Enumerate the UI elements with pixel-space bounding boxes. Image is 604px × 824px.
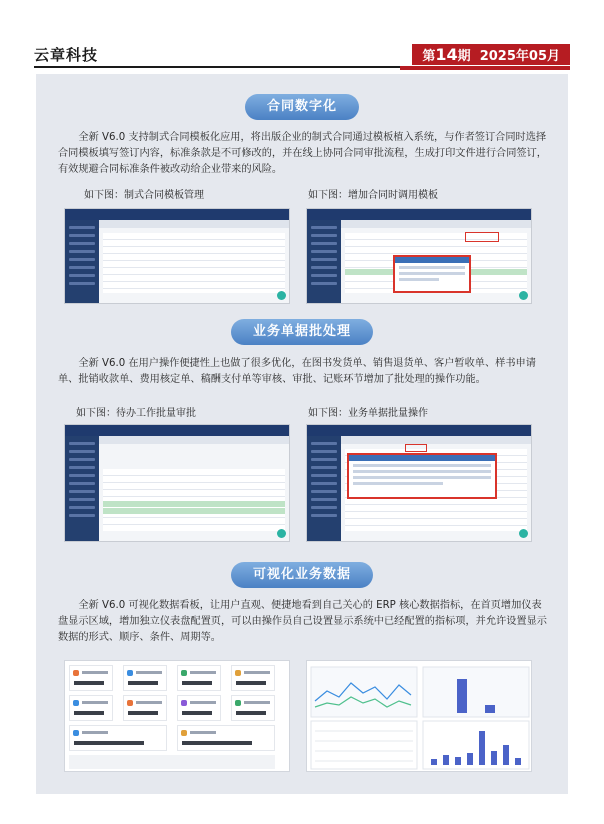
screenshot-contract-add bbox=[306, 208, 532, 304]
page-header bbox=[0, 0, 604, 70]
screenshot-batch-approve bbox=[64, 424, 290, 542]
section-title-visual: 可视化业务数据 bbox=[231, 562, 373, 588]
highlight-frame bbox=[405, 444, 427, 452]
section-body-visual: 全新 V6.0 可视化数据看板，让用户直观、便捷地看到自己关心的 ERP 核心数据指标，在首页增加仪表盘显示区域，增加独立仪表盘配置页，可以由操作员自己设置显示系统中已经配置的指标项，并允许设置显示数据的形式、顺序、条件、周期等。 bbox=[58, 600, 547, 643]
issue-suffix: 期 bbox=[457, 49, 471, 64]
settings-icon bbox=[277, 291, 286, 300]
dashboard-chart-graphic bbox=[307, 661, 532, 772]
template-dialog bbox=[393, 255, 471, 293]
section-body-batch: 全新 V6.0 在用户操作便捷性上也做了很多优化，在图书发货单、销售退货单、客户暂收单、样书申请单、批销收款单、费用核定单、稿酬支付单等审核、审批、记账环节增加了批处理的操作功能。 bbox=[58, 358, 536, 385]
caption-batch-operate: 如下图：业务单据批量操作 bbox=[308, 408, 428, 419]
section-title-contract: 合同数字化 bbox=[245, 94, 359, 120]
content-panel bbox=[36, 74, 568, 794]
section-title-batch: 业务单据批处理 bbox=[231, 319, 373, 345]
caption-contract-add: 如下图：增加合同时调用模板 bbox=[308, 190, 438, 201]
issue-prefix: 第 bbox=[422, 49, 436, 64]
caption-batch-approve: 如下图：待办工作批量审批 bbox=[76, 408, 196, 419]
header-accent-bar bbox=[400, 66, 570, 70]
issue-number: 14 bbox=[435, 45, 458, 64]
settings-icon bbox=[277, 529, 286, 538]
brand-name: 云章科技 bbox=[34, 46, 99, 64]
screenshot-contract-template bbox=[64, 208, 290, 304]
issue-date: 2025年05月 bbox=[479, 49, 560, 64]
settings-icon bbox=[519, 291, 528, 300]
caption-contract-template: 如下图：制式合同模板管理 bbox=[84, 190, 204, 201]
issue-badge bbox=[412, 44, 570, 65]
section-body-contract: 全新 V6.0 支持制式合同模板化应用，将出版企业的制式合同通过模板植入系统，与作者签订合同时选择合同模板填写签订内容，标准条款是不可修改的，并在线上协同合同审批流程，生成打印文件进行合同签订，有效规避合同标准条件被改动给企业带来的风险。 bbox=[58, 132, 547, 175]
settings-icon bbox=[519, 529, 528, 538]
highlight-frame bbox=[465, 232, 499, 242]
screenshot-dashboard-charts bbox=[306, 660, 532, 772]
screenshot-dashboard-cards bbox=[64, 660, 290, 772]
batch-dialog bbox=[347, 453, 497, 499]
screenshot-batch-operate bbox=[306, 424, 532, 542]
